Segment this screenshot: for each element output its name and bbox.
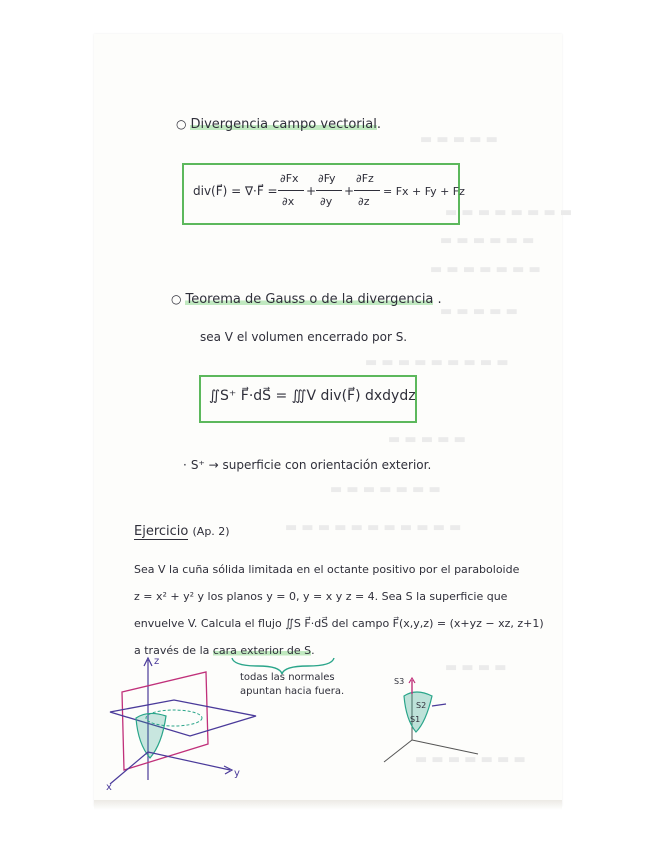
- gauss-note-text: S⁺ → superficie con orientación exterior.: [190, 458, 432, 472]
- bullet-icon: ○: [171, 292, 182, 306]
- line4-highlight: cara exterior de S: [212, 644, 312, 657]
- divergence-formula-left: div(F⃗) = ∇·F⃗ =: [193, 184, 278, 198]
- exercise-reference: (Ap. 2): [192, 525, 230, 538]
- svg-text:y: y: [234, 768, 240, 779]
- wedge-3d-sketch: [96, 652, 266, 792]
- section-gauss-title: ○ Teorema de Gauss o de la divergencia .: [171, 292, 442, 307]
- annotation-line-1: todas las normales: [240, 672, 335, 683]
- exercise-line-1: Sea V la cuña sólida limitada en el octante positivo por el paraboloide: [134, 563, 520, 576]
- svg-text:x: x: [106, 782, 112, 792]
- annotation-line-2: apuntan hacia fuera.: [240, 686, 345, 697]
- plus-sign: +: [306, 184, 317, 198]
- bullet-icon: ○: [176, 117, 187, 131]
- gauss-note: [183, 458, 431, 472]
- exercise-heading-text: Ejercicio: [134, 524, 189, 539]
- gauss-title-text: Teorema de Gauss o de la divergencia: [185, 292, 434, 307]
- exercise-line-3: envuelve V. Calcula el flujo ∬S F⃗·dS⃗ del campo F⃗(x,y,z) = (x+yz − xz, z+1): [134, 617, 544, 630]
- fraction-dFz: ∂Fz: [356, 172, 374, 185]
- surface-parts-sketch: [374, 670, 484, 770]
- exercise-heading: [134, 524, 230, 539]
- axis-y: [412, 740, 478, 754]
- paraboloid-wedge: [136, 713, 166, 758]
- svg-text:S1: S1: [410, 715, 421, 724]
- section-divergence-title: ○ Divergencia campo vectorial.: [176, 117, 381, 132]
- line4-suffix: .: [311, 644, 315, 657]
- fraction-dFy: ∂Fy: [318, 172, 336, 185]
- divergence-title-text: Divergencia campo vectorial: [190, 117, 377, 132]
- normal-arrow-s2: [432, 704, 446, 706]
- divergence-formula-right: = Fx + Fy + Fz: [383, 185, 465, 198]
- fraction-dx: ∂x: [282, 195, 295, 208]
- plane-z-eq-4: [110, 700, 256, 736]
- fraction-dz: ∂z: [358, 195, 370, 208]
- fraction-bar-y: [316, 190, 342, 191]
- svg-text:z: z: [154, 656, 160, 667]
- plus-sign: +: [344, 184, 355, 198]
- y-axis-line: [148, 752, 230, 770]
- svg-text:S3: S3: [394, 677, 405, 686]
- exercise-line-2: z = x² + y² y los planos y = 0, y = x y z = 4. Sea S la superficie que: [134, 590, 508, 603]
- fraction-dy: ∂y: [320, 195, 333, 208]
- line4-prefix: a través de la: [134, 644, 210, 657]
- wedge-surfaces: [404, 692, 432, 732]
- fraction-dFx: ∂Fx: [280, 172, 299, 185]
- gauss-intro: sea V el volumen encerrado por S.: [200, 330, 408, 344]
- dot-bullet-icon: ·: [183, 458, 187, 472]
- svg-text:S2: S2: [416, 701, 427, 710]
- axis-x: [384, 740, 412, 762]
- x-axis-line: [110, 752, 148, 784]
- gauss-formula: ∬S⁺ F⃗·dS⃗ = ∭V div(F⃗) dxdydz: [209, 388, 416, 404]
- fraction-bar-z: [354, 190, 380, 191]
- fraction-bar-x: [278, 190, 304, 191]
- page-bottom-edge: [94, 800, 562, 810]
